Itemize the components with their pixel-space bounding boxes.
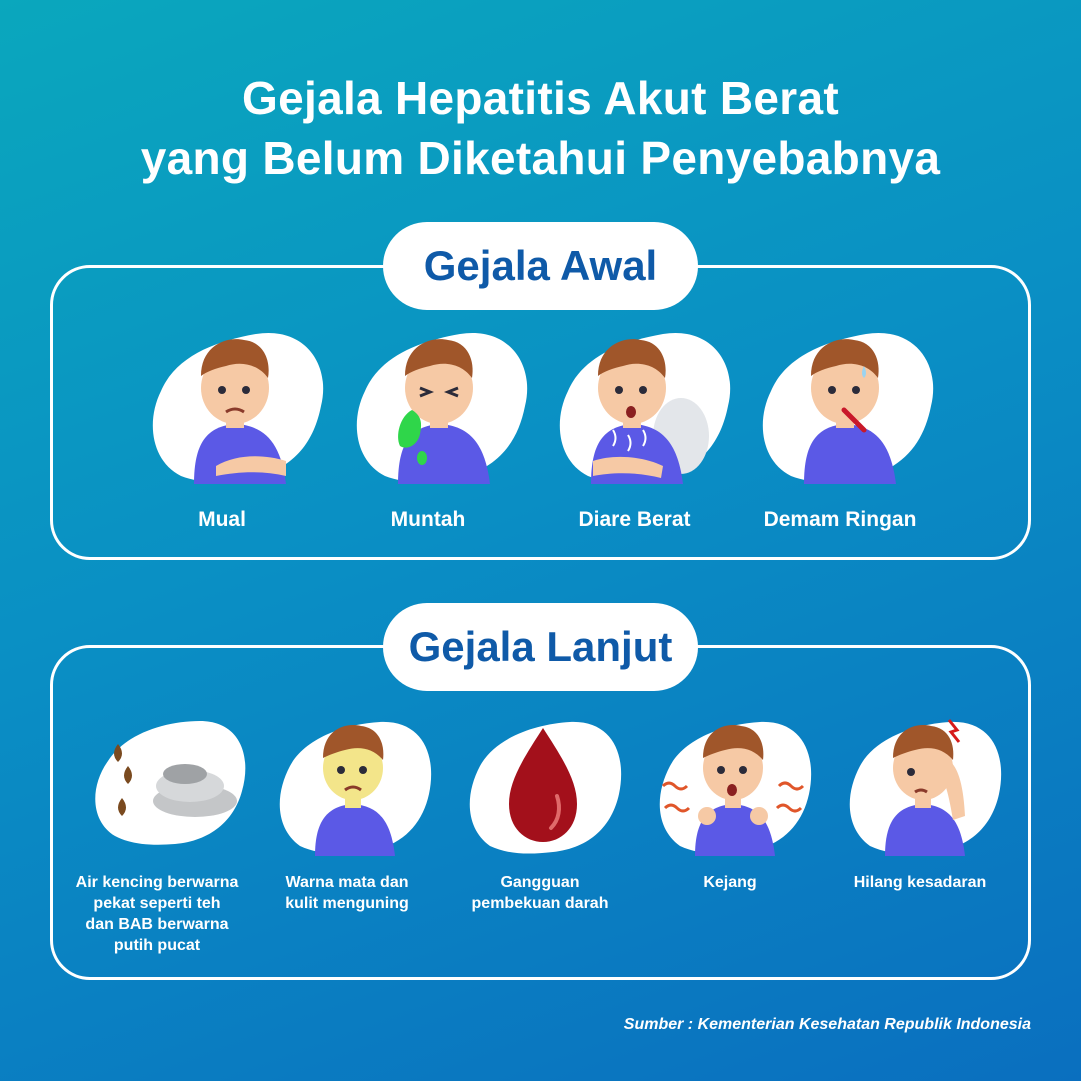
early-symptoms-heading: Gejala Awal bbox=[383, 222, 698, 310]
symptom-seizure bbox=[655, 716, 815, 856]
diarrhea-boy-icon bbox=[553, 326, 733, 486]
jaundice-boy-icon bbox=[275, 716, 435, 856]
symptom-label-fever: Demam Ringan bbox=[763, 508, 917, 531]
symptom-label-loss-of-consciousness: Hilang kesadaran bbox=[853, 874, 987, 891]
vomiting-boy-icon bbox=[350, 326, 530, 486]
symptom-label-vomiting: Muntah bbox=[390, 508, 466, 531]
symptom-label-clotting-disorder: Gangguan pembekuan darah bbox=[471, 874, 609, 912]
symptom-label-jaundice: Warna mata dan kulit menguning bbox=[285, 874, 409, 912]
symptom-diarrhea bbox=[553, 326, 733, 486]
symptom-label-diarrhea: Diare Berat bbox=[578, 508, 691, 531]
source-citation: Sumber : Kementerian Kesehatan Republik Indonesia bbox=[623, 1016, 1031, 1033]
advanced-symptoms-heading: Gejala Lanjut bbox=[383, 603, 698, 691]
symptom-dark-urine-pale-stool bbox=[90, 716, 250, 846]
symptom-loss-of-consciousness bbox=[845, 716, 1005, 856]
fainting-boy-icon bbox=[845, 716, 1005, 856]
symptom-label-dark-urine-pale-stool: Air kencing berwarna pekat seperti teh dan BAB berwarna putih pucat bbox=[75, 874, 239, 954]
symptom-nausea bbox=[146, 326, 326, 486]
page-title bbox=[0, 68, 1081, 188]
blood-drop-icon bbox=[465, 716, 625, 856]
title-line-2: yang Belum Diketahui Penyebabnya bbox=[140, 132, 941, 184]
nausea-boy-icon bbox=[146, 326, 326, 486]
symptom-label-nausea: Mual bbox=[198, 508, 246, 531]
symptom-clotting-disorder bbox=[465, 716, 625, 856]
fever-boy-icon bbox=[756, 326, 936, 486]
symptom-jaundice bbox=[275, 716, 435, 856]
urine-stool-icon bbox=[90, 716, 250, 846]
symptom-label-seizure: Kejang bbox=[703, 874, 757, 891]
seizure-boy-icon bbox=[655, 716, 815, 856]
symptom-fever bbox=[756, 326, 936, 486]
symptom-vomiting bbox=[350, 326, 530, 486]
title-line-1: Gejala Hepatitis Akut Berat bbox=[242, 72, 839, 124]
